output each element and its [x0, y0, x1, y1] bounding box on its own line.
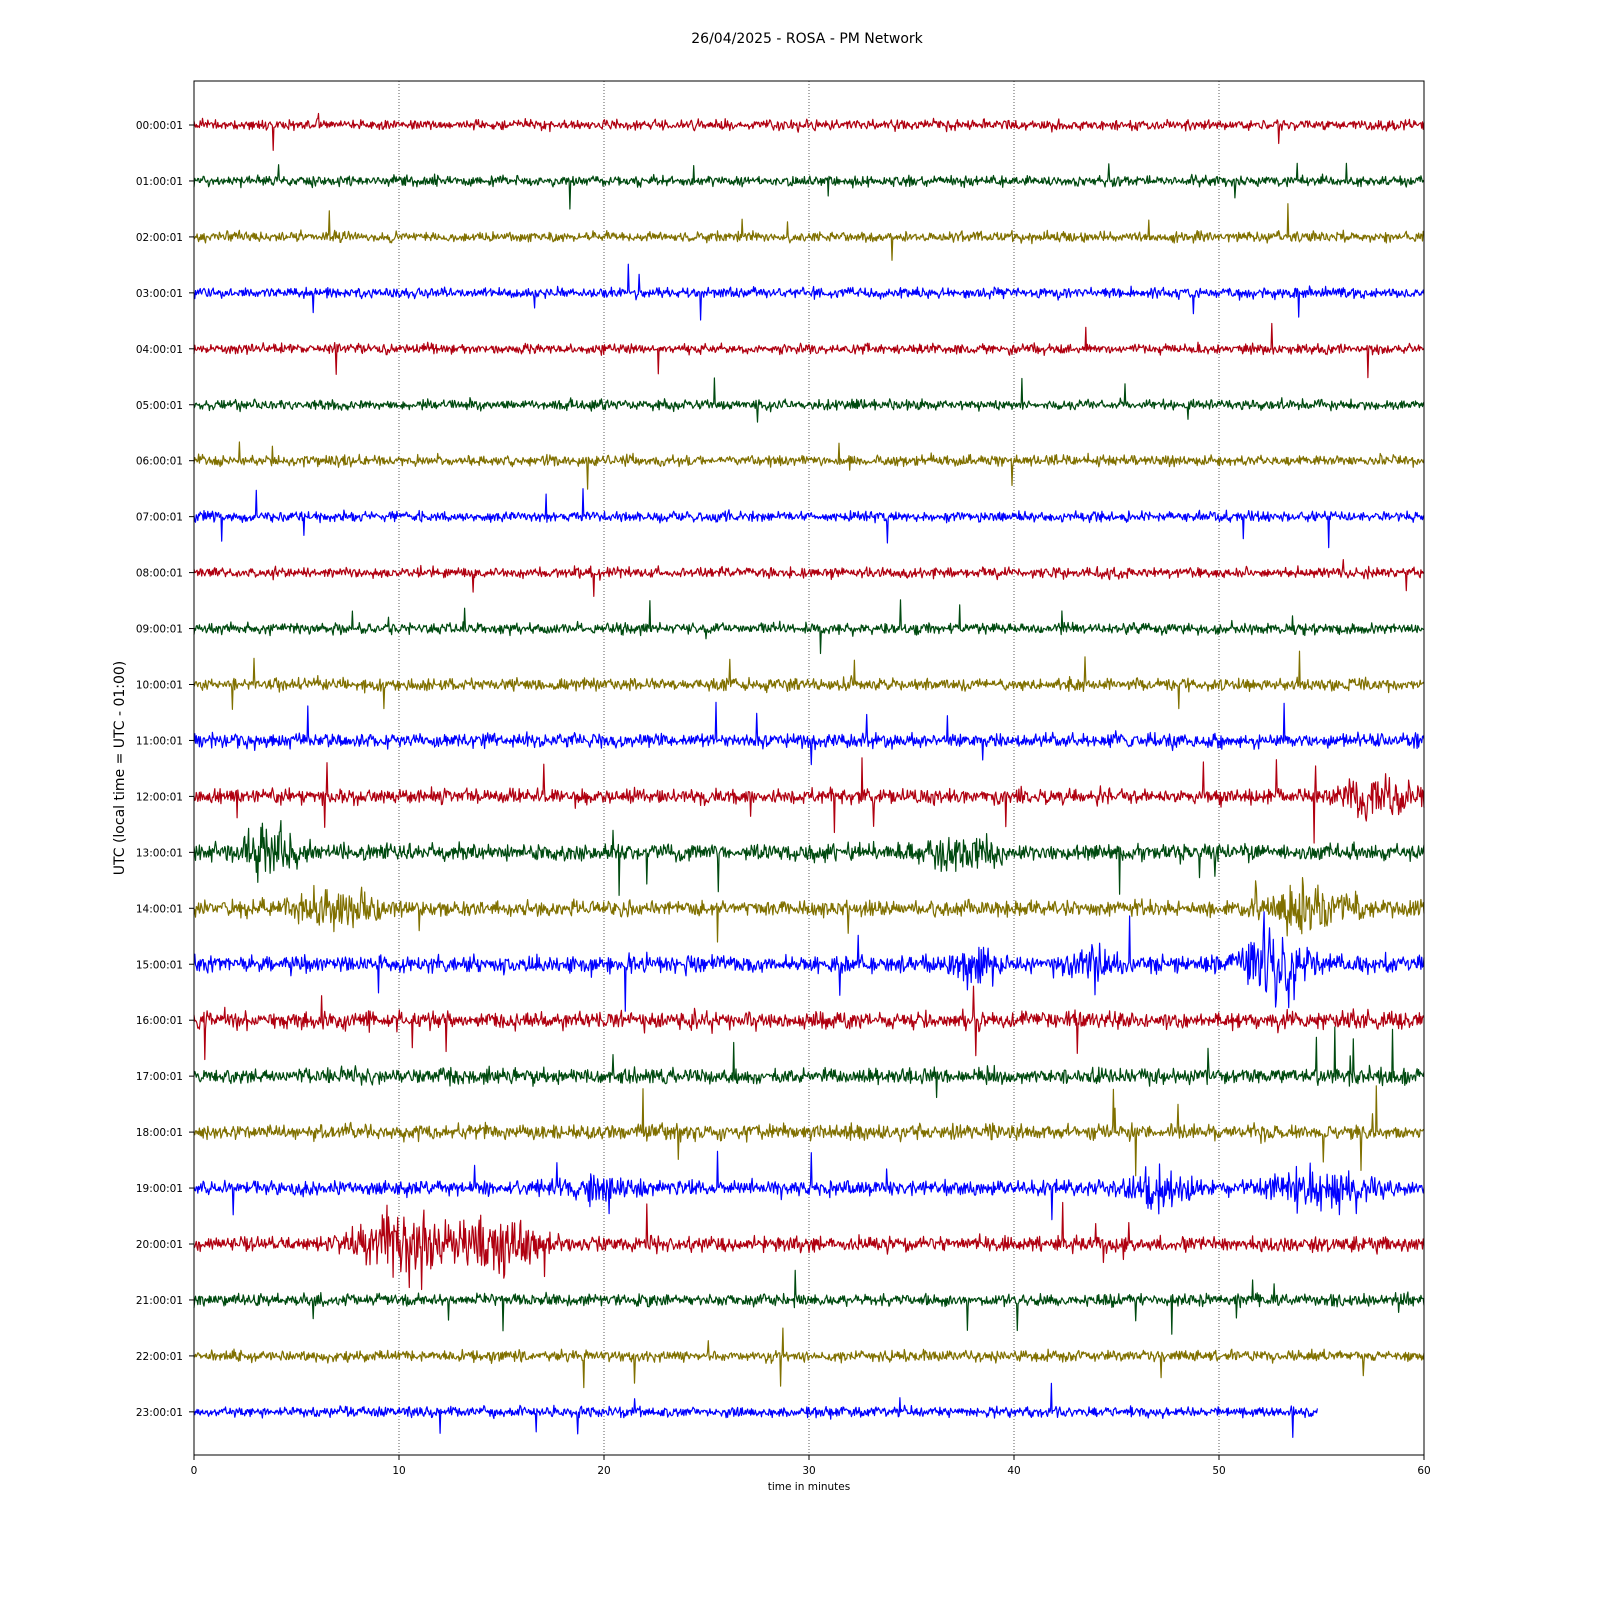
x-tick-label: 40 — [1007, 1465, 1021, 1477]
y-tick-label: 16:00:01 — [135, 1015, 183, 1028]
x-tick-label: 10 — [392, 1465, 406, 1477]
y-tick-label: 14:00:01 — [135, 903, 183, 916]
x-ticks — [191, 1455, 1431, 1477]
trace-line — [194, 986, 1424, 1059]
trace-line — [194, 560, 1424, 597]
trace-line — [194, 264, 1424, 320]
y-tick-label: 03:00:01 — [135, 287, 183, 300]
y-tick-label: 18:00:01 — [135, 1127, 183, 1140]
trace-line — [194, 1328, 1424, 1388]
trace-line — [194, 489, 1424, 548]
y-tick-label: 00:00:01 — [135, 120, 183, 132]
y-tick-label: 17:00:01 — [135, 1071, 183, 1084]
y-tick-label: 04:00:01 — [135, 343, 183, 356]
y-tick-label: 08:00:01 — [135, 567, 183, 580]
chart-title: 26/04/2025 - ROSA - PM Network — [691, 31, 923, 47]
y-tick-label: 06:00:01 — [135, 455, 183, 468]
trace-line — [194, 1383, 1317, 1437]
y-axis-label: UTC (local time = UTC - 01:00) — [112, 660, 128, 876]
y-tick-label: 20:00:01 — [135, 1239, 183, 1251]
trace-line — [194, 758, 1424, 843]
trace-line — [194, 1086, 1424, 1176]
y-tick-label: 15:00:01 — [135, 959, 183, 972]
y-tick-label: 10:00:01 — [135, 679, 183, 692]
y-tick-label: 12:00:01 — [135, 791, 183, 804]
y-tick-label: 21:00:01 — [135, 1294, 183, 1307]
y-tick-label: 01:00:01 — [135, 175, 183, 188]
y-tick-label: 23:00:01 — [135, 1406, 183, 1419]
x-tick-label: 50 — [1212, 1465, 1226, 1477]
y-tick-label: 05:00:01 — [135, 399, 183, 412]
x-tick-label: 20 — [597, 1465, 611, 1477]
x-tick-label: 30 — [802, 1465, 816, 1477]
x-axis-label: time in minutes — [767, 1481, 851, 1493]
trace-line — [194, 878, 1424, 942]
y-tick-label: 22:00:01 — [135, 1350, 183, 1363]
y-ticks — [136, 120, 194, 1419]
x-tick-label: 60 — [1417, 1465, 1431, 1477]
y-tick-label: 09:00:01 — [135, 623, 183, 636]
y-tick-label: 07:00:01 — [135, 511, 183, 524]
x-tick-label: 0 — [190, 1465, 198, 1477]
y-tick-label: 11:00:01 — [135, 735, 183, 748]
y-tick-label: 19:00:01 — [135, 1183, 183, 1196]
trace-line — [194, 651, 1424, 709]
y-tick-label: 13:00:01 — [135, 847, 183, 860]
y-tick-label: 02:00:01 — [135, 231, 183, 244]
